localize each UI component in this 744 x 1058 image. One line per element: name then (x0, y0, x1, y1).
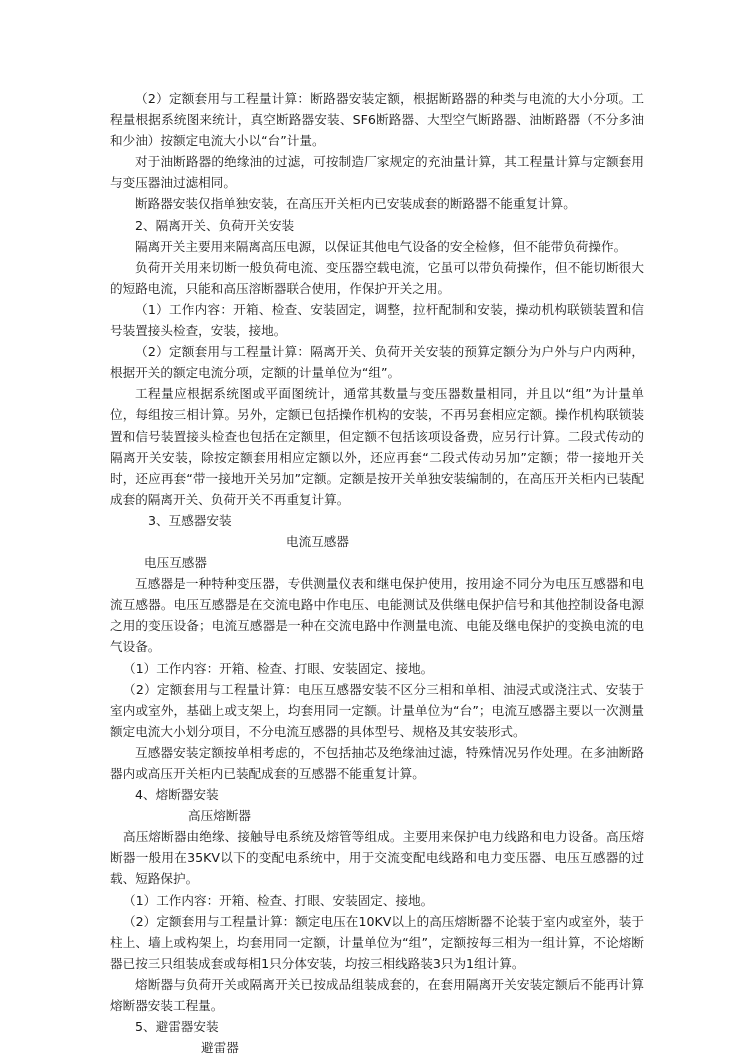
paragraph-transformer-intro: 互感器是一种特种变压器，专供测量仪表和继电保护使用，按用途不同分为电压互感器和电流互感器。电压互感器是在交流电路中作电压、电能测试及供继电保护信号和其他控制设备电源之用的变压设备；电流互感器是一种在交流电路中作测量电流、电能及继电保护的变换电流的电气设备。 (110, 576, 644, 655)
paragraph-oil-filtering: 对于油断路器的绝缘油的过滤，可按制造厂家规定的充油量计算，其工程量计算与定额套用与变压器油过滤相同。 (110, 154, 644, 191)
paragraph-isolating-switch: 隔离开关主要用来隔离高压电源，以保证其他电气设备的安全检修，但不能带负荷操作。 (135, 238, 627, 254)
paragraph-switch-quantity: 工程量应根据系统图或平面图统计，通常其数量与变压器数量相同，并且以“组”为计量单位，每组按三相计算。另外，定额已包括操作机构的安装，不再另套相应定额。操作机构联锁装置和信号装置接头检查也包括在定额里，但定额不包括该项设备费，应另行计算。二段式传动的隔离开关安装，除按定额套用相应定额以外，还应再套“二段式传动另加”定额；带一接地开关时，还应再套“带一接地开关另加”定额。定额是按开关单独安装编制的，在高压开关柜内已装配成套的隔离开关、负荷开关不再重复计算。 (110, 386, 644, 507)
subheading-hv-fuse: 高压熔断器 (188, 808, 251, 824)
paragraph-transformer-note: 互感器安装定额按单相考虑的，不包括抽芯及绝缘油过滤，特殊情况另作处理。在多油断路器内或高压开关柜内已装配成套的互感器不能重复计算。 (110, 744, 644, 781)
paragraph-breaker-quota: （2）定额套用与工程量计算：断路器安装定额，根据断路器的种类与电流的大小分项。工程量根据系统图来统计，真空断路器安装、SF6断路器、大型空气断路器、油断路器（不分多油和少油）按额定电流大小以“台”计量。 (110, 91, 644, 149)
heading-transformer: 3、互感器安装 (148, 512, 232, 528)
heading-fuse: 4、熔断器安装 (135, 787, 219, 803)
paragraph-transformer-quota: （2）定额套用与工程量计算：电压互感器安装不区分三相和单相、油浸式或浇注式、安装于室内或室外，基础上或支架上，均套用同一定额。计量单位为“台”；电流互感器主要以一次测量额定电流大小划分项目，不分电流互感器的具体型号、规格及其安装形式。 (110, 681, 644, 739)
subheading-arrester: 避雷器 (201, 1040, 239, 1056)
paragraph-switch-quota: （2）定额套用与工程量计算：隔离开关、负荷开关安装的预算定额分为户外与户内两种，根据开关的额定电流分项，定额的计量单位为“组”。 (110, 344, 644, 381)
heading-arrester: 5、避雷器安装 (135, 1019, 219, 1035)
paragraph-transformer-work: （1）工作内容：开箱、检查、打眼、安装固定、接地。 (123, 660, 434, 676)
paragraph-switch-work-content: （1）工作内容：开箱、检查、安装固定，调整，拉杆配制和安装，操动机构联锁装置和信号装置接头检查，安装，接地。 (110, 301, 644, 339)
paragraph-fuse-intro: 高压熔断器由绝缘、接触导电系统及熔管等组成。主要用来保护电力线路和电力设备。高压熔断器一般用在35KV以下的变配电系统中，用于交流变配电线路和电力变压器、电压互感器的过载、短路保护。 (110, 829, 644, 887)
subheading-current-transformer: 电流互感器 (286, 533, 349, 549)
paragraph-fuse-quota: （2）定额套用与工程量计算：额定电压在10KV以上的高压熔断器不论装于室内或室外，装于柱上、墙上或构架上，均套用同一定额，计量单位为“组”，定额按每三相为一组计算，不论熔断器已按三只组装成套或每相1只分体安装，均按三相线路装3只为1组计算。 (110, 913, 644, 971)
paragraph-fuse-work: （1）工作内容：开箱、检查、打眼、安装固定、接地。 (123, 892, 434, 908)
paragraph-load-switch: 负荷开关用来切断一般负荷电流、变压器空载电流，它虽可以带负荷操作，但不能切断很大的短路电流，只能和高压溶断器联合使用，作保护开关之用。 (110, 259, 644, 296)
paragraph-breaker-standalone: 断路器安装仅指单独安装，在高压开关柜内已安装成套的断路器不能重复计算。 (135, 196, 576, 212)
subheading-voltage-transformer: 电压互感器 (144, 555, 207, 571)
paragraph-fuse-note: 熔断器与负荷开关或隔离开关已按成品组装成套的，在套用隔离开关安装定额后不能再计算熔断器安装工程量。 (110, 976, 644, 1014)
heading-isolating-switch: 2、隔离开关、负荷开关安装 (135, 217, 295, 233)
